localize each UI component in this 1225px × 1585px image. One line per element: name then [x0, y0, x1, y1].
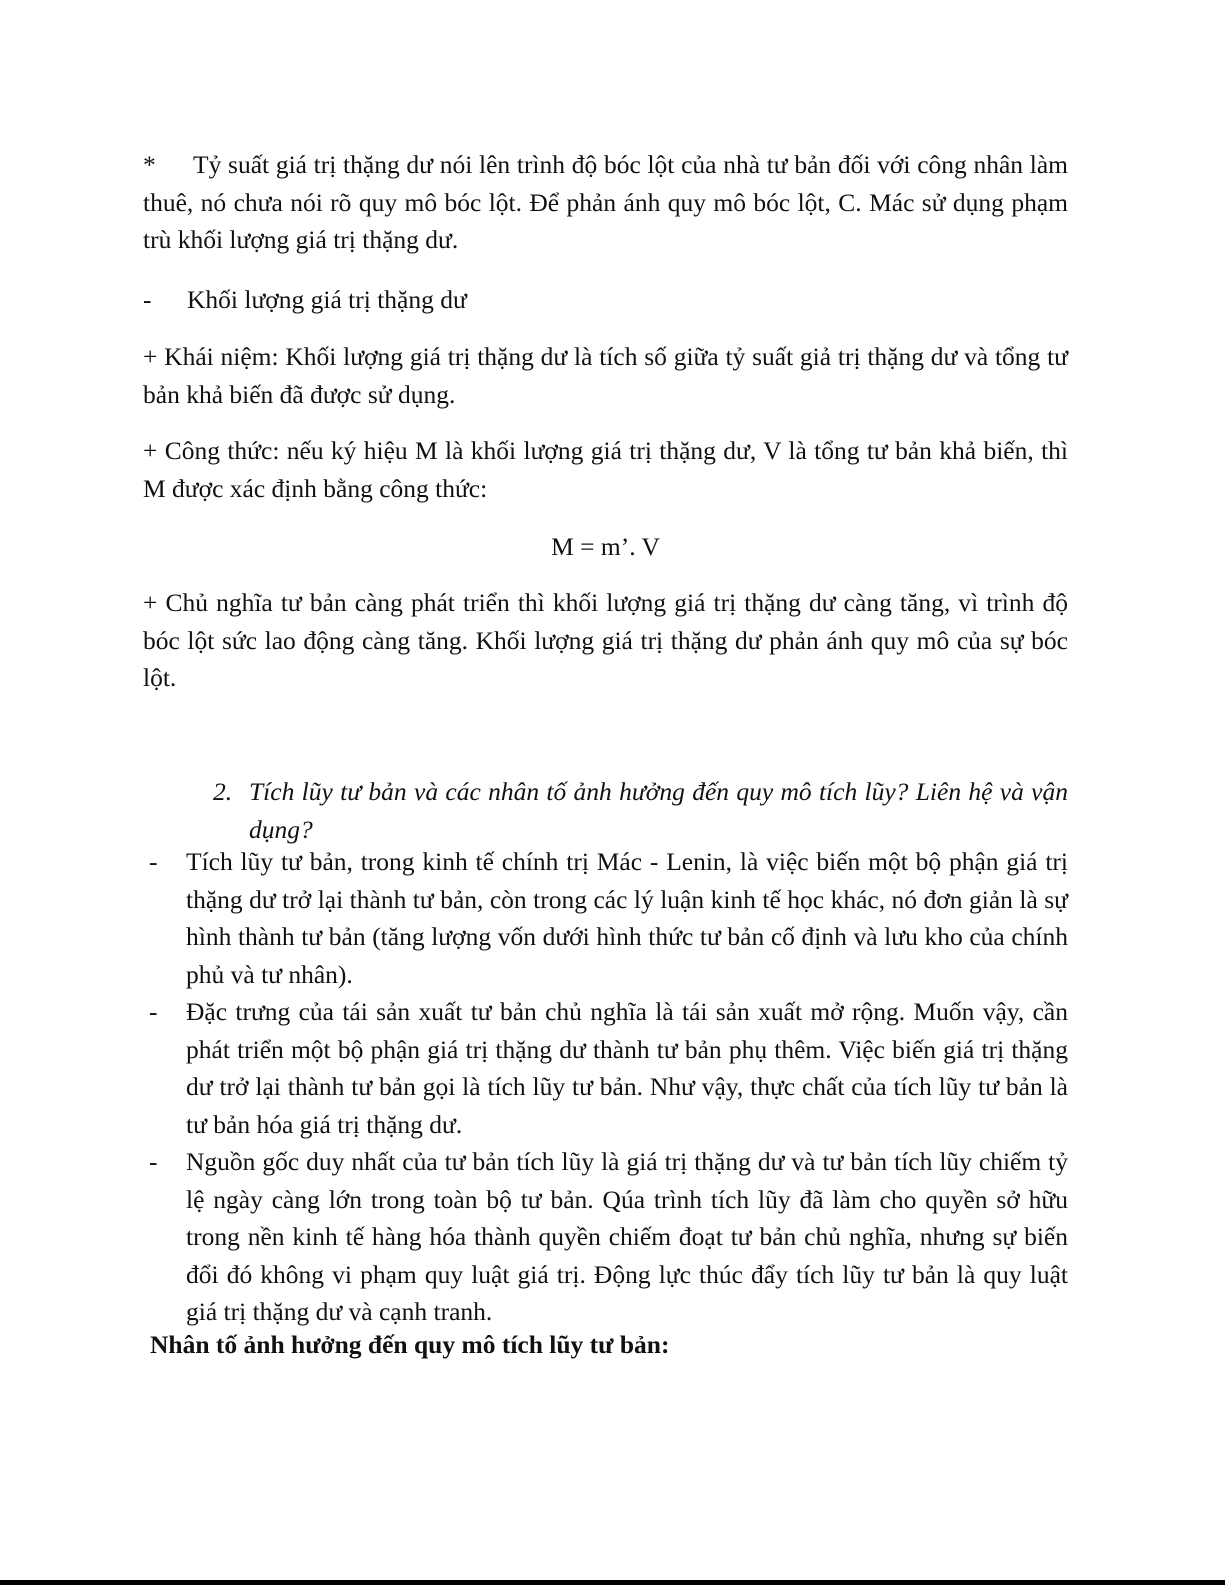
section-heading-text: Tích lũy tư bản và các nhân tố ảnh hưởng đến quy mô tích lũy? Liên hệ và vận dụng? [249, 777, 1068, 844]
formula-intro-paragraph: + Công thức: nếu ký hiệu M là khối lượng giá trị thặng dư, V là tổng tư bản khả biến, thì M được xác định bằng công thức: [143, 436, 1068, 503]
dash-marker: - [143, 285, 152, 314]
dash-marker: - [149, 847, 158, 876]
capitalism-development-paragraph: + Chủ nghĩa tư bản càng phát triển thì khối lượng giá trị thặng dư càng tăng, vì trình độ bóc lột sức lao động càng tăng. Khối lượng giá trị thặng dư phản ánh quy mô của sự bóc lột. [143, 588, 1068, 692]
accumulation-list [143, 843, 1068, 1331]
paragraph-text: Tỷ suất giá trị thặng dư nói lên trình độ bóc lột của nhà tư bản đối với công nhân làm thuê, nó chưa nói rõ quy mô bóc lột. Để phản ánh quy mô bóc lột, C. Mác sử dụng phạm trù khối lượng giá trị thặng dư. [143, 150, 1068, 254]
mass-of-surplus-value-item [143, 281, 1068, 319]
concept-paragraph: + Khái niệm: Khối lượng giá trị thặng dư là tích số giữa tỷ suất giả trị thặng dư và tổng tư bản khả biến đã được sử dụng. [143, 342, 1068, 409]
dash-marker: - [149, 1147, 158, 1176]
list-item-text: Tích lũy tư bản, trong kinh tế chính trị Mác - Lenin, là việc biến một bộ phận giá trị thặng dư trở lại thành tư bản, còn trong các lý luận kinh tế học khác, nó đơn giản là sự hình thành tư bản (tăng lượng vốn dưới hình thức tư bản cố định và lưu kho của chính phủ và tư nhân). [186, 847, 1068, 989]
rate-of-surplus-value-paragraph [143, 146, 1068, 259]
list-item-text: Đặc trưng của tái sản xuất tư bản chủ nghĩa là tái sản xuất mở rộng. Muốn vậy, cần phát triển một bộ phận giá trị thặng dư thành tư bản phụ thêm. Việc biến giá trị thặng dư trở lại thành tư bản gọi là tích lũy tư bản. Như vậy, thực chất của tích lũy tư bản là tư bản hóa giá trị thặng dư. [186, 997, 1068, 1139]
dash-marker: - [149, 997, 158, 1026]
section-number: 2. [213, 777, 233, 806]
list-item [143, 843, 1068, 993]
asterisk-marker: * [143, 150, 156, 179]
factors-heading: Nhân tố ảnh hưởng đến quy mô tích lũy tư bản: [150, 1330, 670, 1359]
page-bottom-border [0, 1580, 1225, 1585]
section-2-heading [213, 773, 1068, 848]
formula: M = m’. V [551, 532, 660, 561]
list-item-text: Nguồn gốc duy nhất của tư bản tích lũy là giá trị thặng dư và tư bản tích lũy chiếm tỷ lệ ngày càng lớn trong toàn bộ tư bản. Qúa trình tích lũy đã làm cho quyền sở hữu trong nền kinh tế hàng hóa thành quyền chiếm đoạt tư bản chủ nghĩa, nhưng sự biến đổi đó không vi phạm quy luật giá trị. Động lực thúc đẩy tích lũy tư bản là quy luật giá trị thặng dư và cạnh tranh. [186, 1147, 1068, 1326]
item-text: Khối lượng giá trị thặng dư [187, 285, 467, 314]
list-item [143, 1143, 1068, 1331]
list-item [143, 993, 1068, 1143]
